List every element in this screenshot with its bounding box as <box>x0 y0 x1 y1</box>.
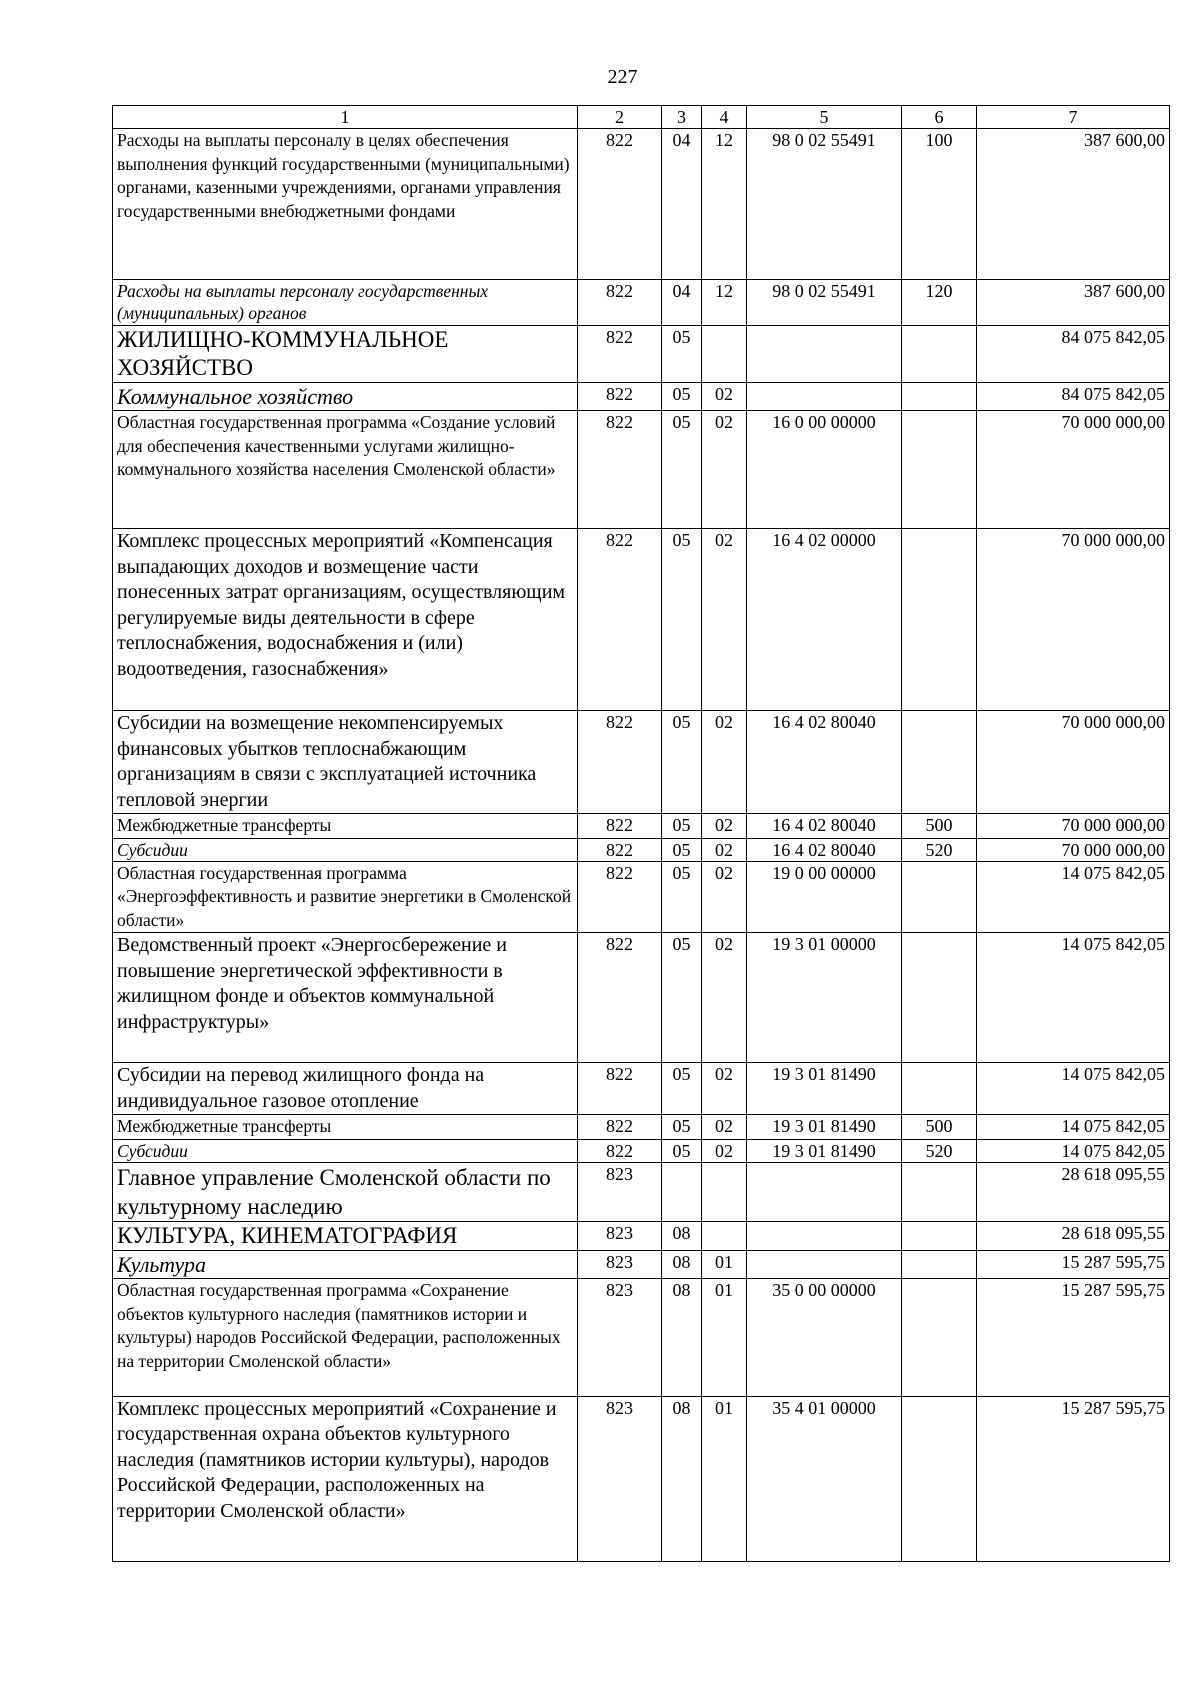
table-row <box>113 1396 1170 1561</box>
table-row <box>113 838 1170 861</box>
amount-cell: 14 075 842,05 <box>977 1139 1170 1162</box>
table-row <box>113 1063 1170 1115</box>
amount-cell: 14 075 842,05 <box>977 861 1170 933</box>
expense-type-cell <box>902 1162 977 1221</box>
subsection-cell: 02 <box>702 1063 747 1115</box>
amount-cell: 28 618 095,55 <box>977 1162 1170 1221</box>
section-cell: 08 <box>662 1396 702 1561</box>
name-cell: Расходы на выплаты персоналу государственных (муниципальных) органов <box>113 280 578 326</box>
amount-cell: 84 075 842,05 <box>977 383 1170 411</box>
target-article-cell: 16 0 00 00000 <box>747 411 902 529</box>
table-row <box>113 1139 1170 1162</box>
expense-type-cell <box>902 861 977 933</box>
amount-cell: 15 287 595,75 <box>977 1396 1170 1561</box>
table-row <box>113 529 1170 711</box>
admin-code-cell: 822 <box>578 711 662 814</box>
header-cell: 5 <box>747 106 902 129</box>
subsection-cell: 01 <box>702 1396 747 1561</box>
amount-cell: 15 287 595,75 <box>977 1250 1170 1278</box>
target-article-cell <box>747 326 902 383</box>
expense-type-cell: 500 <box>902 814 977 839</box>
expense-type-cell <box>902 933 977 1063</box>
table-row <box>113 1221 1170 1250</box>
section-cell: 05 <box>662 711 702 814</box>
expense-type-cell: 500 <box>902 1115 977 1140</box>
name-cell: Межбюджетные трансферты <box>113 1115 578 1140</box>
admin-code-cell: 823 <box>578 1250 662 1278</box>
subsection-cell: 02 <box>702 529 747 711</box>
expense-type-cell: 100 <box>902 129 977 280</box>
section-cell: 05 <box>662 326 702 383</box>
header-cell: 3 <box>662 106 702 129</box>
admin-code-cell: 823 <box>578 1278 662 1396</box>
section-cell <box>662 1162 702 1221</box>
admin-code-cell: 822 <box>578 1139 662 1162</box>
page-number: 227 <box>607 66 638 88</box>
subsection-cell <box>702 1221 747 1250</box>
amount-cell: 70 000 000,00 <box>977 529 1170 711</box>
section-cell: 05 <box>662 814 702 839</box>
subsection-cell: 02 <box>702 711 747 814</box>
admin-code-cell: 823 <box>578 1162 662 1221</box>
header-cell: 7 <box>977 106 1170 129</box>
subsection-cell <box>702 1162 747 1221</box>
admin-code-cell: 822 <box>578 861 662 933</box>
table-row <box>113 861 1170 933</box>
expense-type-cell <box>902 383 977 411</box>
amount-cell: 70 000 000,00 <box>977 711 1170 814</box>
admin-code-cell: 822 <box>578 326 662 383</box>
amount-cell: 28 618 095,55 <box>977 1221 1170 1250</box>
target-article-cell: 19 3 01 00000 <box>747 933 902 1063</box>
section-cell: 08 <box>662 1250 702 1278</box>
amount-cell: 70 000 000,00 <box>977 411 1170 529</box>
section-cell: 05 <box>662 838 702 861</box>
header-cell: 2 <box>578 106 662 129</box>
expense-type-cell: 520 <box>902 838 977 861</box>
subsection-cell: 02 <box>702 383 747 411</box>
table-row <box>113 129 1170 280</box>
table-row <box>113 1162 1170 1221</box>
target-article-cell: 16 4 02 80040 <box>747 838 902 861</box>
amount-cell: 70 000 000,00 <box>977 838 1170 861</box>
subsection-cell: 01 <box>702 1250 747 1278</box>
name-cell: ЖИЛИЩНО-КОММУНАЛЬНОЕ ХОЗЯЙСТВО <box>113 326 578 383</box>
amount-cell: 14 075 842,05 <box>977 1063 1170 1115</box>
header-cell: 4 <box>702 106 747 129</box>
section-cell: 04 <box>662 280 702 326</box>
table-row <box>113 1115 1170 1140</box>
amount-cell: 387 600,00 <box>977 129 1170 280</box>
section-cell: 04 <box>662 129 702 280</box>
admin-code-cell: 822 <box>578 933 662 1063</box>
admin-code-cell: 822 <box>578 529 662 711</box>
name-cell: Главное управление Смоленской области по культурному наследию <box>113 1162 578 1221</box>
target-article-cell: 98 0 02 55491 <box>747 129 902 280</box>
target-article-cell: 16 4 02 80040 <box>747 814 902 839</box>
admin-code-cell: 822 <box>578 814 662 839</box>
target-article-cell: 35 0 00 00000 <box>747 1278 902 1396</box>
header-cell: 1 <box>113 106 578 129</box>
table-row <box>113 383 1170 411</box>
table-row <box>113 711 1170 814</box>
admin-code-cell: 822 <box>578 280 662 326</box>
subsection-cell: 02 <box>702 861 747 933</box>
subsection-cell: 02 <box>702 1115 747 1140</box>
header-row <box>113 106 1170 129</box>
name-cell: Коммунальное хозяйство <box>113 383 578 411</box>
expense-type-cell <box>902 326 977 383</box>
section-cell: 08 <box>662 1278 702 1396</box>
table-row <box>113 411 1170 529</box>
section-cell: 05 <box>662 383 702 411</box>
name-cell: Областная государственная программа «Энергоэффективность и развитие энергетики в Смоленской области» <box>113 861 578 933</box>
section-cell: 05 <box>662 933 702 1063</box>
table-row <box>113 326 1170 383</box>
table-row <box>113 280 1170 326</box>
expense-type-cell: 120 <box>902 280 977 326</box>
admin-code-cell: 822 <box>578 1115 662 1140</box>
table-row <box>113 1250 1170 1278</box>
name-cell: КУЛЬТУРА, КИНЕМАТОГРАФИЯ <box>113 1221 578 1250</box>
name-cell: Субсидии на возмещение некомпенсируемых финансовых убытков теплоснабжающим организациям в связи с эксплуатацией источника тепловой энергии <box>113 711 578 814</box>
name-cell: Субсидии <box>113 838 578 861</box>
amount-cell: 15 287 595,75 <box>977 1278 1170 1396</box>
subsection-cell: 02 <box>702 411 747 529</box>
admin-code-cell: 822 <box>578 411 662 529</box>
section-cell: 05 <box>662 1139 702 1162</box>
subsection-cell: 12 <box>702 280 747 326</box>
admin-code-cell: 823 <box>578 1396 662 1561</box>
expense-type-cell <box>902 411 977 529</box>
target-article-cell: 35 4 01 00000 <box>747 1396 902 1561</box>
name-cell: Субсидии <box>113 1139 578 1162</box>
target-article-cell <box>747 1221 902 1250</box>
subsection-cell: 01 <box>702 1278 747 1396</box>
target-article-cell: 19 0 00 00000 <box>747 861 902 933</box>
amount-cell: 70 000 000,00 <box>977 814 1170 839</box>
expense-type-cell <box>902 1221 977 1250</box>
target-article-cell: 98 0 02 55491 <box>747 280 902 326</box>
expense-type-cell <box>902 1396 977 1561</box>
expense-type-cell <box>902 711 977 814</box>
target-article-cell: 19 3 01 81490 <box>747 1115 902 1140</box>
target-article-cell <box>747 1162 902 1221</box>
expense-type-cell <box>902 1278 977 1396</box>
name-cell: Культура <box>113 1250 578 1278</box>
admin-code-cell: 822 <box>578 838 662 861</box>
subsection-cell: 02 <box>702 814 747 839</box>
name-cell: Ведомственный проект «Энергосбережение и повышение энергетической эффективности в жилищном фонде и объектов коммунальной инфраструктуры» <box>113 933 578 1063</box>
target-article-cell: 16 4 02 80040 <box>747 711 902 814</box>
section-cell: 05 <box>662 1115 702 1140</box>
amount-cell: 387 600,00 <box>977 280 1170 326</box>
expense-type-cell <box>902 529 977 711</box>
subsection-cell: 12 <box>702 129 747 280</box>
admin-code-cell: 822 <box>578 1063 662 1115</box>
amount-cell: 14 075 842,05 <box>977 1115 1170 1140</box>
table-row <box>113 933 1170 1063</box>
subsection-cell: 02 <box>702 933 747 1063</box>
target-article-cell <box>747 1250 902 1278</box>
section-cell: 05 <box>662 529 702 711</box>
section-cell: 05 <box>662 411 702 529</box>
name-cell: Межбюджетные трансферты <box>113 814 578 839</box>
expense-type-cell: 520 <box>902 1139 977 1162</box>
section-cell: 08 <box>662 1221 702 1250</box>
admin-code-cell: 822 <box>578 129 662 280</box>
target-article-cell: 19 3 01 81490 <box>747 1139 902 1162</box>
table-row <box>113 814 1170 839</box>
budget-table <box>112 105 1170 1562</box>
subsection-cell <box>702 326 747 383</box>
name-cell: Областная государственная программа «Создание условий для обеспечения качественными услугами жилищно-коммунального хозяйства населения Смоленской области» <box>113 411 578 529</box>
target-article-cell: 16 4 02 00000 <box>747 529 902 711</box>
admin-code-cell: 822 <box>578 383 662 411</box>
subsection-cell: 02 <box>702 1139 747 1162</box>
target-article-cell <box>747 383 902 411</box>
admin-code-cell: 823 <box>578 1221 662 1250</box>
amount-cell: 14 075 842,05 <box>977 933 1170 1063</box>
target-article-cell: 19 3 01 81490 <box>747 1063 902 1115</box>
name-cell: Областная государственная программа «Сохранение объектов культурного наследия (памятников истории и культуры) народов Российской Федерации, расположенных на территории Смоленской области» <box>113 1278 578 1396</box>
expense-type-cell <box>902 1063 977 1115</box>
expense-type-cell <box>902 1250 977 1278</box>
name-cell: Субсидии на перевод жилищного фонда на индивидуальное газовое отопление <box>113 1063 578 1115</box>
section-cell: 05 <box>662 1063 702 1115</box>
name-cell: Комплекс процессных мероприятий «Компенсация выпадающих доходов и возмещение части понесенных затрат организациям, осуществляющим регулируемые виды деятельности в сфере теплоснабжения, водоснабжения и (или) водоотведения, газоснабжения» <box>113 529 578 711</box>
table-row <box>113 1278 1170 1396</box>
name-cell: Комплекс процессных мероприятий «Сохранение и государственная охрана объектов культурного наследия (памятников истории культуры), народов Российской Федерации, расположенных на территории Смоленской области» <box>113 1396 578 1561</box>
header-cell: 6 <box>902 106 977 129</box>
section-cell: 05 <box>662 861 702 933</box>
amount-cell: 84 075 842,05 <box>977 326 1170 383</box>
name-cell: Расходы на выплаты персоналу в целях обеспечения выполнения функций государственными (муниципальными) органами, казенными учреждениями, органами управления государственными внебюджетными фондами <box>113 129 578 280</box>
subsection-cell: 02 <box>702 838 747 861</box>
